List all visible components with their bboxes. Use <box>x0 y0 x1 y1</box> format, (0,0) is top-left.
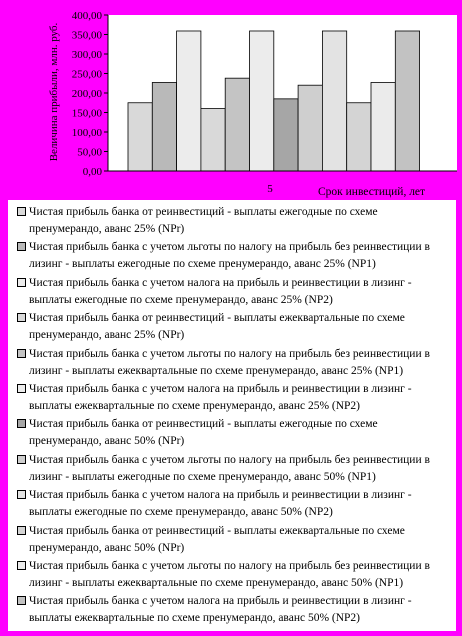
bar-series-10 <box>347 103 371 171</box>
y-axis-ticks <box>72 10 108 178</box>
bar-series-1 <box>128 103 152 171</box>
legend-label: Чистая прибыль банка от реинвестиций - выплаты ежегодные по схеме пренумерандо, аванс 50% (NPr) <box>29 418 378 448</box>
legend-label: Чистая прибыль банка с учетом льготы по налогу на прибыль без реинвестиции в лизинг - выплаты ежеквартальные по схеме пренумерандо, аванс 25% (NP1) <box>29 347 430 377</box>
bar-series-12 <box>395 31 419 171</box>
bar-series-3 <box>177 31 201 171</box>
legend-swatch <box>17 596 26 605</box>
x-axis-label: Срок инвестиций, лет <box>318 186 426 198</box>
legend-label: Чистая прибыль банка с учетом налога на прибыль и реинвестиции в лизинг - выплаты ежегодные по схеме пренумерандо, аванс 25% (NP2) <box>29 276 412 306</box>
legend-swatch <box>17 349 26 358</box>
legend-label: Чистая прибыль банка от реинвестиций - выплаты ежеквартальные по схеме пренумерандо, аванс 50% (NPr) <box>29 524 405 554</box>
y-axis-label: Величина прибыли, млн. руб. <box>48 22 60 162</box>
legend-label: Чистая прибыль банка с учетом налога на прибыль и реинвестиции в лизинг - выплаты ежегодные по схеме пренумерандо, аванс 50% (NP2) <box>29 489 412 519</box>
y-tick-label: 400,00 <box>71 10 102 22</box>
bar-series-5 <box>225 78 249 171</box>
legend-label: Чистая прибыль банка с учетом льготы по налогу на прибыль без реинвестиции в лизинг - выплаты ежегодные по схеме пренумерандо, аванс 25% (NP1) <box>29 241 430 271</box>
bar-series-6 <box>250 31 274 171</box>
y-tick-label: 200,00 <box>71 88 102 100</box>
y-tick-label: 150,00 <box>71 107 102 120</box>
y-tick-label: 0,00 <box>82 166 102 178</box>
legend-label: Чистая прибыль банка с учетом льготы по налогу на прибыль без реинвестиции в лизинг - выплаты ежегодные по схеме пренумерандо, аванс 50% (NP1) <box>29 453 430 483</box>
legend-label: Чистая прибыль банка с учетом налога на прибыль и реинвестиции в лизинг - выплаты ежеквартальные по схеме пренумерандо, аванс 25% (NP2) <box>29 383 412 412</box>
legend-swatch <box>17 526 26 535</box>
x-category-label: 5 <box>267 183 273 195</box>
legend-swatch <box>17 384 26 393</box>
legend-label: Чистая прибыль банка с учетом льготы по налогу на прибыль без реинвестиции в лизинг - выплаты ежеквартальные по схеме пренумерандо, аванс 50% (NP1) <box>29 560 430 589</box>
legend-swatch <box>17 419 26 428</box>
legend-swatch <box>17 278 26 287</box>
legend-swatch <box>17 313 26 322</box>
y-tick-label: 350,00 <box>71 29 102 42</box>
bar-series-9 <box>322 31 346 171</box>
legend-swatch <box>17 561 26 570</box>
legend-swatch <box>17 455 26 464</box>
legend-swatch <box>17 207 26 216</box>
bar-series-4 <box>201 109 225 171</box>
bar-series-2 <box>152 82 176 171</box>
legend-label: Чистая прибыль банка с учетом налога на прибыль и реинвестиции в лизинг - выплаты ежеквартальные по схеме пренумерандо, аванс 50% (NP2) <box>29 595 412 625</box>
legend-swatch <box>17 242 26 251</box>
bar-chart <box>0 0 462 200</box>
legend-label: Чистая прибыль банка от реинвестиций - выплаты ежегодные по схеме пренумерандо, аванс 25% (NPr) <box>29 206 378 235</box>
y-tick-label: 50,00 <box>77 146 102 159</box>
y-tick-label: 300,00 <box>71 49 102 61</box>
legend <box>8 200 456 631</box>
bar-series-8 <box>298 85 322 171</box>
bar-series-7 <box>274 99 298 171</box>
legend-label: Чистая прибыль банка от реинвестиций - выплаты ежеквартальные по схеме пренумерандо, аванс 25% (NPr) <box>29 312 405 342</box>
bar-series-11 <box>371 82 395 171</box>
legend-swatch <box>17 490 26 499</box>
y-tick-label: 250,00 <box>71 68 102 81</box>
y-tick-label: 100,00 <box>71 127 102 139</box>
